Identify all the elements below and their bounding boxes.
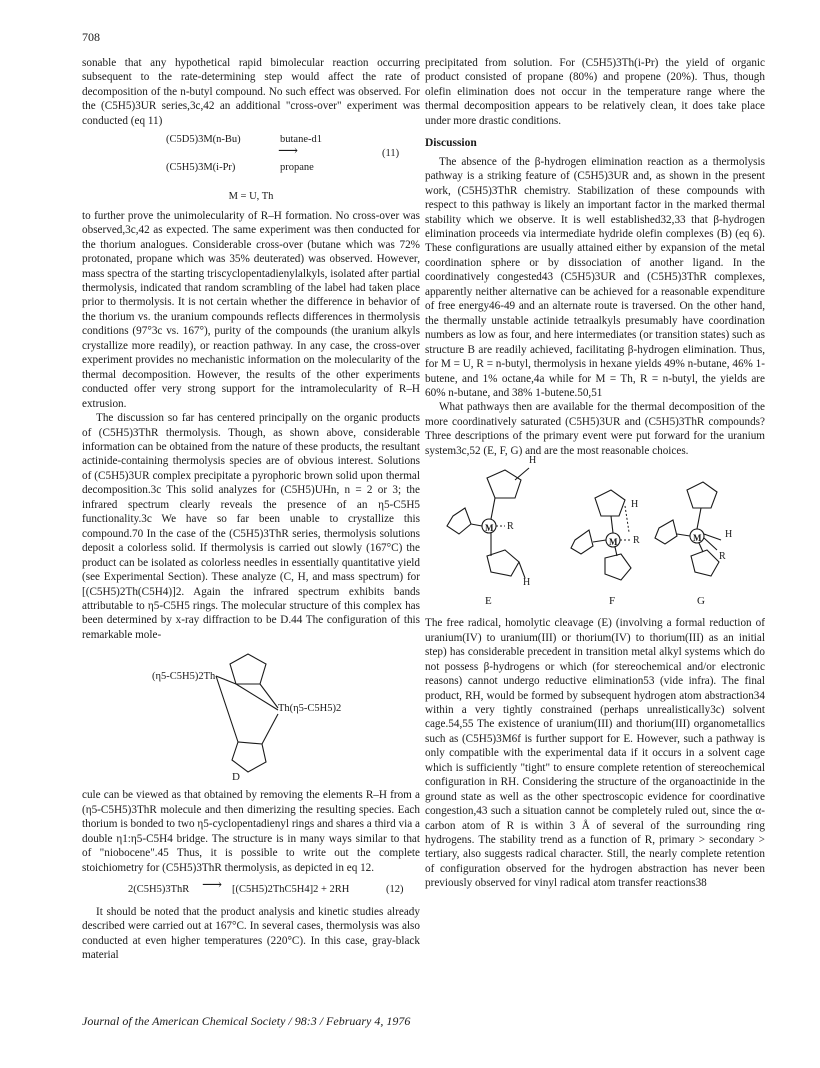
structure-e-h-top: H (529, 455, 537, 467)
left-paragraph-4: cule can be viewed as that obtained by removing the elements R–H from a (η5-C5H5)3ThR molecule and then dimerizing the resulting species. Each thorium is bonded to two η5-cyclopentadienyl rings and shares a third via a double η1:η5-C5H4 bridge. The structure is in many ways similar to that of "niobocene".45 Thus, it is possible to write out the complete stoichiometry for (C5H5)3ThR thermolysis, as depicted in eq 12. (82, 789, 420, 874)
eq11-metal-label: M = U, Th (228, 191, 274, 203)
structures-efg-drawing (425, 462, 765, 612)
structure-e-h-bottom: H (523, 577, 531, 589)
right-paragraph-1: precipitated from solution. For (C5H5)3Th(i-Pr) the yield of organic product consisted of propane (80%) and propene (20%). Thus, though olefin elimination does not occur in the temperature range where the thermal decomposition appears to be relatively clean, it does take place under more drastic conditions. (425, 57, 765, 127)
structure-e-metal: M (485, 523, 494, 534)
eq12-lhs: 2(C5H5)3ThR (128, 884, 190, 896)
structure-d-right-label: Th(η5-C5H5)2 (278, 703, 342, 715)
left-column (82, 56, 420, 963)
structure-f-r: R (633, 535, 640, 547)
structure-d (82, 646, 420, 784)
left-paragraph-5: It should be noted that the product analysis and kinetic studies already described were carried out at 167°C. In several cases, thermolysis was also conducted at even higher temperatures (220°C). In this case, gray-black material (82, 906, 420, 962)
discussion-heading: Discussion (425, 137, 477, 150)
structure-e-label: E (485, 595, 492, 608)
structure-e-r: R (507, 521, 514, 533)
eq11-arrow: ⟶ (278, 144, 299, 160)
structure-g-label: G (697, 595, 705, 608)
eq11-number: (11) (382, 148, 400, 160)
left-paragraph-1: sonable that any hypothetical rapid bimolecular reaction occurring subsequent to the rate-determining step would affect the rate of decomposition of the n-butyl compound. No such effect was observed. For the (C5H5)3UR series,3c,42 an additional "cross-over" experiment was conducted (eq 11) (82, 57, 420, 127)
eq12-rhs: [(C5H5)2ThC5H4]2 + 2RH (232, 884, 350, 896)
journal-footer: Journal of the American Chemical Society / 98:3 / February 4, 1976 (82, 1014, 411, 1028)
structure-f-h: H (631, 499, 639, 511)
left-paragraph-3: The discussion so far has centered principally on the organic products of (C5H5)3ThR thermolysis. Though, as shown above, considerable information can be obtained from the nature of these products, the resultant actinide-containing thermolysis species are of obvious interest. Solutions of (C5H5)3UR complex precipitate a pyrophoric brown solid upon thermal decomposition.3c This solid analyzes for (C5H5)UHn, n = 2 or 3; the infrared spectrum clearly reveals the presence of an η5-C5H5 functionality.3c We have so far been unable to crystallize this compound.70 In the case of the (C5H5)3ThR series, thermolysis solutions deposit a colorless solid. If thermolysis is carried out slowly (167°C) the product can be isolated as colorless needles in essentially quantitative yield (see Experimental Section). These analyze (C, H, and mass spectrum) for [(C5H5)2Th(C5H4)]2. Again the infrared spectrum exhibits bands attributable to η5-C5H5 rings. The molecular structure of this complex has been determined by x-ray diffraction to be D.44 The configuration of this remarkable mole- (82, 412, 420, 641)
structure-g-h: H (725, 529, 733, 541)
structure-d-left-label: (η5-C5H5)2Th (152, 671, 216, 683)
structure-d-caption: D (232, 771, 240, 784)
eq12-number: (12) (386, 884, 404, 896)
eq11-product-2: propane (280, 162, 314, 174)
eq12-arrow: ⟶ (202, 878, 223, 894)
right-column (425, 56, 765, 891)
eq11-reactant-2: (C5H5)3M(i-Pr) (166, 162, 236, 174)
eq11-reactant-1: (C5D5)3M(n-Bu) (166, 134, 241, 146)
right-paragraph-3: What pathways then are available for the thermal decomposition of the more coordinatively saturated (C5H5)3UR and (C5H5)3ThR compounds? Three descriptions of the primary event were put forward for the uranium system3c,52 (E, F, G) and are the most reasonable choices. (425, 401, 765, 457)
left-paragraph-2: to further prove the unimolecularity of R–H formation. No cross-over was observed,3c,42 as expected. The same experiment was then conducted for the thorium analogues. Considerable cross-over (butane which was 72% protonated, propane which was 35% deuterated) was observed. However, mass spectra of the starting triscyclopentadienylalkyls, isolated after partial thermolysis, indicated that random scrambling of the label had taken place prior to thermolysis. It is not certain whether the difference in behavior of the thorium vs. the uranium compounds reflects differences in thermolysis conditions (97°3c vs. 167°), purity of the compounds (the uranium alkyls crystallize more readily), or reaction pathway. In any case, the cross-over experiment provides no mechanistic information on the molecularity of the thermal decomposition. However, the results of the other experiments conducted offer very strong support for the intramolecularity of R–H extrusion. (82, 209, 420, 410)
structure-f-label: F (609, 595, 616, 608)
structure-f-metal: M (609, 537, 618, 548)
page-number: 708 (82, 30, 100, 44)
equation-11 (82, 131, 420, 187)
structures-efg (425, 455, 765, 612)
eq11-product-1: butane-d1 (280, 134, 322, 146)
structure-g-r: R (719, 551, 726, 563)
right-paragraph-4: The free radical, homolytic cleavage (E) (involving a formal reduction of uranium(IV) to uranium(III) or thorium(IV) to thorium(III) as an initial step) has considerable precedent in transition metal alkyl systems which do not possess β-hydrogens or which (for stereochemical and/or electronic reasons) cannot undergo reductive elimination53 (vide infra). The final product, RH, would be formed by subsequent hydrogen atom abstraction34 within a very tightly constrained (perhaps unrealistically3c) solvent cage.54,55 The existence of uranium(III) and thorium(III) organometallics such as (C5H5)3M6f is further support for E. However, such a pathway is only compatible with the experimental data if it occurs in a solvent cage which is sufficiently "tight" to ensure complete retention of stereochemical configuration in RH. Considering the structure of the organoactinide in the ground state as well as the other spectroscopic evidence for coordinative congestion,43 such a situation cannot be completely ruled out, since the α-carbon atom of R is within 3 Å of several of the surrounding ring hydrogens. The stability trend as a function of R, primary > secondary > tertiary, also suggests radical character. Still, the nearly complete retention of configuration observed for the hydrogen abstraction has never been previously observed for vinyl radical atom transfer reactions38 (425, 617, 765, 890)
right-paragraph-2: The absence of the β-hydrogen elimination reaction as a thermolysis pathway is a striking feature of (C5H5)3UR and, as shown in the present work, (C5H5)3ThR chemistry. Stabilization of these compounds with respect to this pathway is likely an important factor in the marked thermal stability which we observe. It is well established32,33 that β-hydrogen elimination proceeds via intermediate hydride olefin complexes (B) (eq 6). These configurations are usually attained either by expansion of the metal coordination sphere or by dissociation of another ligand. In the coordinatively congested43 (C5H5)3UR and (C5H5)3ThR complexes, apparently neither alternative can be achieved for a reasonable expenditure of free energy46-49 and an alternate route is traversed. On the other hand, the thermally unstable actinide tetraalkyls presumably have coordination numbers as low as four, and here intermediates (or transition states) such as structure B are readily achieved, facilitating β-hydrogen elimination. Thus, for M = U, R = n-butyl, thermolysis in hexane yields 49% n-butane, 46% 1-butene, and 1% octane,4a while for M = Th, R = n-butyl, the yields are 60% n-butane, and 38% 1-butene.50,51 (425, 155, 765, 399)
structure-g-metal: M (693, 533, 702, 544)
equation-12 (82, 879, 420, 901)
structure-d-drawing (82, 646, 420, 784)
